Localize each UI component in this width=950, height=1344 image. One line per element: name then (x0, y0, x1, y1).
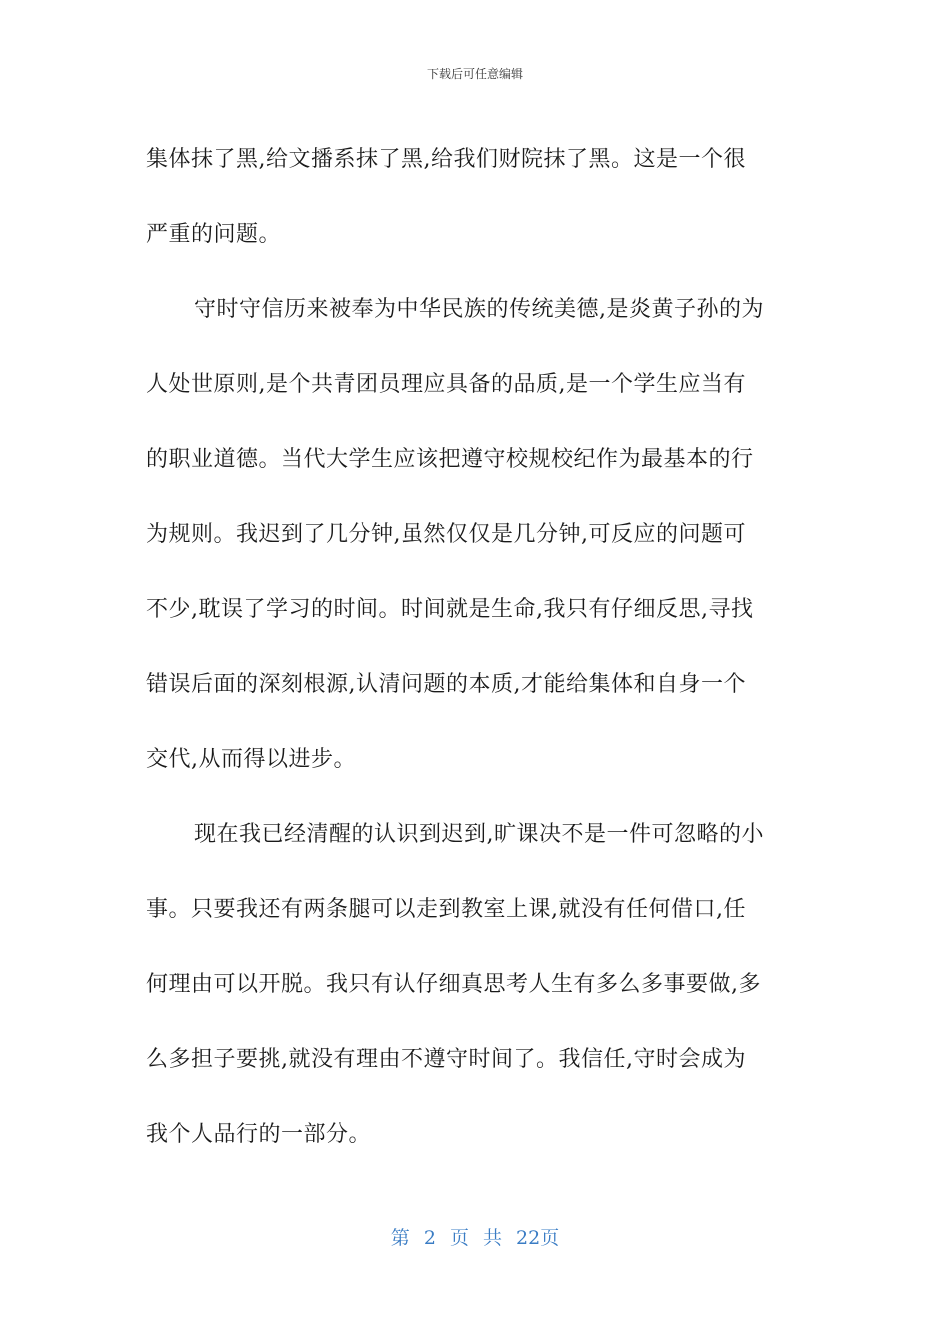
text-line: 何理由可以开脱。我只有认仔细真思考人生有多么多事要做,多 (146, 972, 761, 997)
text-line: 错误后面的深刻根源,认清问题的本质,才能给集体和自身一个 (146, 672, 746, 697)
text-line: 集体抹了黑,给文播系抹了黑,给我们财院抹了黑。这是一个很 (146, 147, 746, 172)
text-line: 人处世原则,是个共青团员理应具备的品质,是一个学生应当有 (146, 372, 746, 397)
text-line: 我个人品行的一部分。 (146, 1122, 372, 1147)
text-line: 为规则。我迟到了几分钟,虽然仅仅是几分钟,可反应的问题可 (146, 522, 746, 547)
text-line: 的职业道德。当代大学生应该把遵守校规校纪作为最基本的行 (146, 447, 754, 472)
paragraph-start-line: 守时守信历来被奉为中华民族的传统美德,是炎黄子孙的为 (194, 297, 764, 322)
text-line: 么多担子要挑,就没有理由不遵守时间了。我信任,守时会成为 (146, 1047, 746, 1072)
page-number-footer: 第 2 页 共 22页 (390, 1227, 560, 1249)
text-line: 严重的问题。 (146, 222, 282, 247)
document-body (146, 122, 806, 1172)
text-line: 不少,耽误了学习的时间。时间就是生命,我只有仔细反思,寻找 (146, 597, 754, 622)
text-line: 交代,从而得以进步。 (146, 747, 356, 772)
page-header-note: 下载后可任意编辑 (426, 67, 523, 81)
text-line: 事。只要我还有两条腿可以走到教室上课,就没有任何借口,任 (146, 897, 746, 922)
paragraph-start-line: 现在我已经清醒的认识到迟到,旷课决不是一件可忽略的小 (194, 822, 764, 847)
